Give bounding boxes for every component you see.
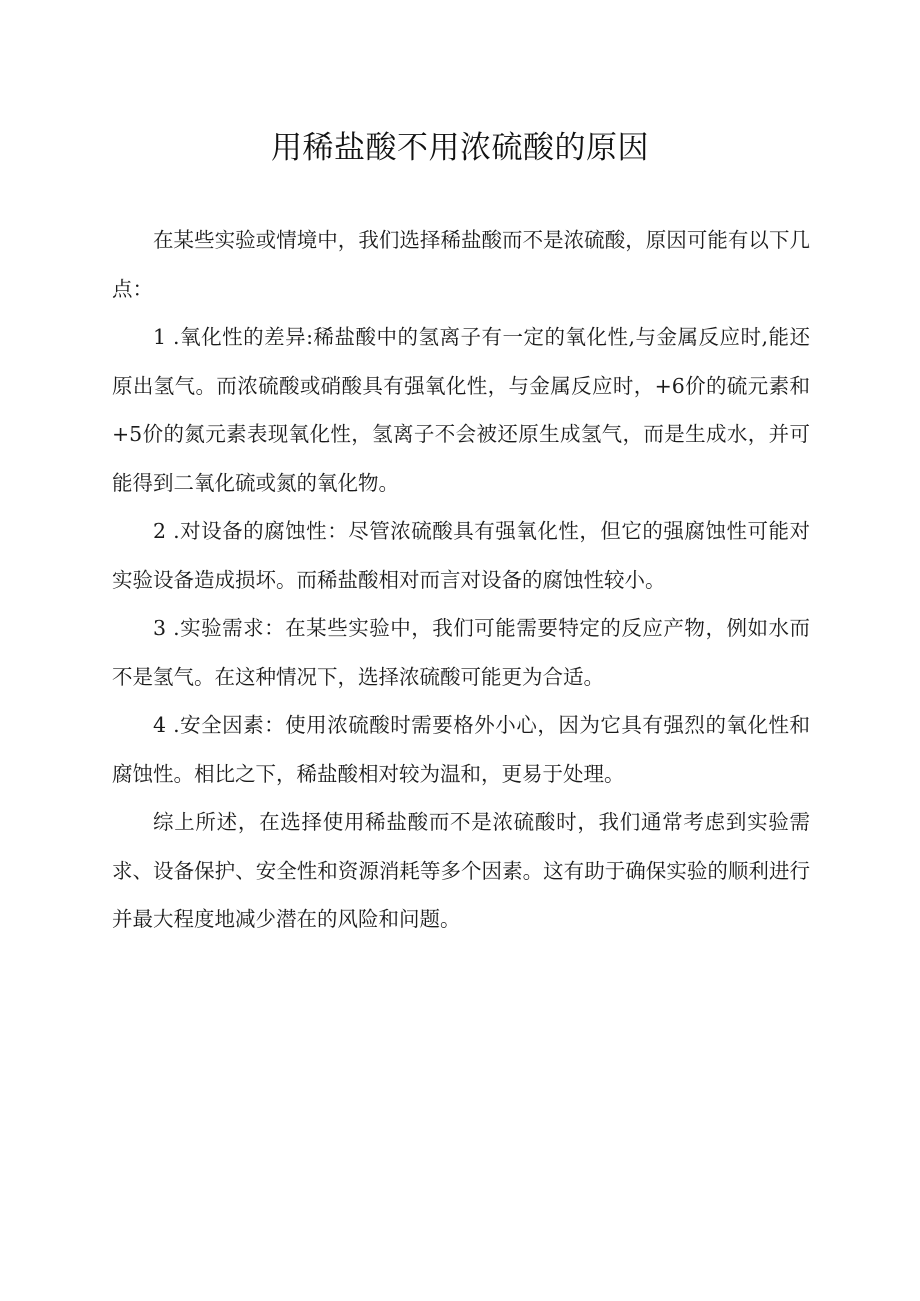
point-4-paragraph: 4 .安全因素：使用浓硫酸时需要格外小心，因为它具有强烈的氧化性和腐蚀性。相比之下，稀盐酸相对较为温和，更易于处理。 <box>112 713 810 786</box>
point-2-paragraph: 2 .对设备的腐蚀性：尽管浓硫酸具有强氧化性，但它的强腐蚀性可能对实验设备造成损坏。而稀盐酸相对而言对设备的腐蚀性较小。 <box>112 519 810 592</box>
page-title: 用稀盐酸不用浓硫酸的原因 <box>271 130 649 166</box>
intro-paragraph: 在某些实验或情境中，我们选择稀盐酸而不是浓硫酸，原因可能有以下几点： <box>112 228 810 301</box>
document-body <box>112 216 810 944</box>
point-3-paragraph: 3 .实验需求：在某些实验中，我们可能需要特定的反应产物，例如水而不是氢气。在这种情况下，选择浓硫酸可能更为合适。 <box>112 616 810 689</box>
point-1-paragraph: 1 .氧化性的差异:稀盐酸中的氢离子有一定的氧化性,与金属反应时,能还原出氢气。而浓硫酸或硝酸具有强氧化性，与金属反应时，+6价的硫元素和+5价的氮元素表现氧化性，氢离子不会被还原生成氢气，而是生成水，并可能得到二氧化硫或氮的氧化物。 <box>112 325 810 495</box>
conclusion-paragraph: 综上所述，在选择使用稀盐酸而不是浓硫酸时，我们通常考虑到实验需求、设备保护、安全性和资源消耗等多个因素。这有助于确保实验的顺利进行并最大程度地减少潜在的风险和问题。 <box>112 810 810 931</box>
